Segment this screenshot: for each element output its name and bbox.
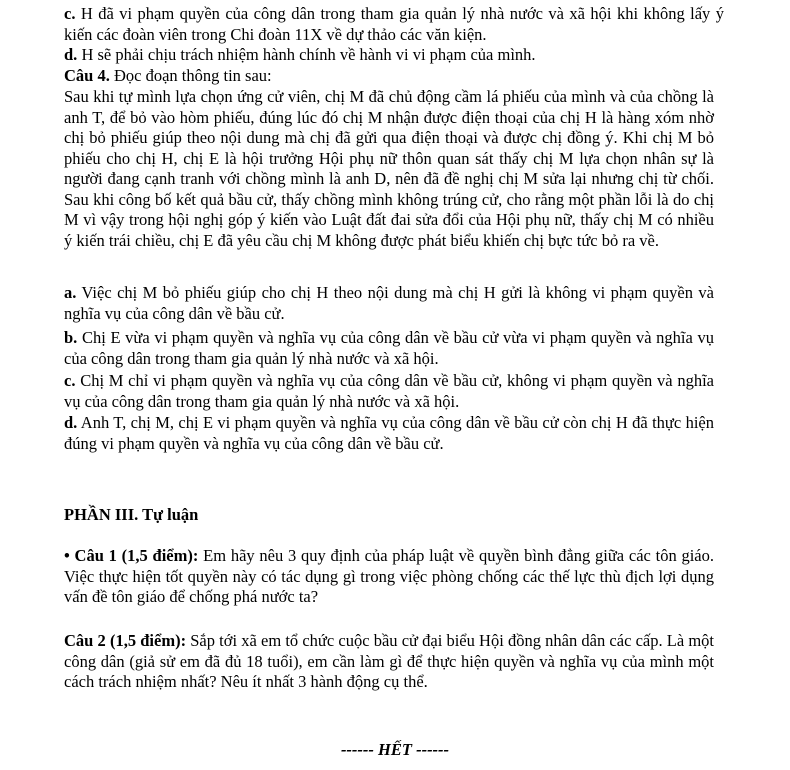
- statement-a-text: Việc chị M bỏ phiếu giúp cho chị H theo nội dung mà chị H gửi là không vi phạm quyền và nghĩa vụ của công dân về bầu cử.: [64, 283, 714, 323]
- essay-question-1: [64, 546, 714, 608]
- question-4-heading: [64, 66, 724, 87]
- essay-question-2-text: Sắp tới xã em tổ chức cuộc bầu cử đại biểu Hội đồng nhân dân các cấp. Là một công dân (giả sử em đã đủ 18 tuổi), em cần làm gì để thực hiện quyền và nghĩa vụ của mình một cách trách nhiệm nhất? Nêu ít nhất 3 hành động cụ thể.: [64, 631, 715, 691]
- end-marker: ------ HẾT ------: [340, 740, 450, 759]
- essay-question-2-label: Câu 2 (1,5 điểm):: [64, 631, 187, 650]
- section-title: PHẦN III. Tự luận: [64, 505, 199, 524]
- statement-b-text: Chị E vừa vi phạm quyền và nghĩa vụ của công dân về bầu cử vừa vi phạm quyền và nghĩa vụ của công dân trong tham gia quản lý nhà nước và xã hội.: [64, 328, 714, 368]
- statement-c-1-text: H đã vi phạm quyền của công dân trong tham gia quản lý nhà nước và xã hội khi không lấy ý kiến các đoàn viên trong Chi đoàn 11X về dự thảo các văn kiện.: [64, 4, 724, 44]
- statement-c-1: [64, 4, 724, 45]
- statement-c-1-label: c.: [64, 4, 76, 23]
- statement-d-2-label: d.: [64, 413, 78, 432]
- question-4-intro: Đọc đoạn thông tin sau:: [109, 66, 272, 85]
- statement-d-1-text: H sẽ phải chịu trách nhiệm hành chính về hành vi vi phạm của mình.: [77, 45, 536, 64]
- statement-c-2: [64, 371, 714, 412]
- essay-question-1-text: Em hãy nêu 3 quy định của pháp luật về quyền bình đẳng giữa các tôn giáo. Việc thực hiện tốt quyền này có tác dụng gì trong việc phòng chống các thế lực thù địch lợi dụng vấn đề tôn giáo để chống phá nước ta?: [64, 546, 714, 606]
- statement-a-label: a.: [64, 283, 77, 302]
- statement-c-2-text: Chị M chỉ vi phạm quyền và nghĩa vụ của công dân về bầu cử, không vi phạm quyền và nghĩa vụ của công dân trong tham gia quản lý nhà nước và xã hội.: [64, 371, 714, 411]
- essay-question-2: [64, 631, 714, 693]
- statement-d-2: [64, 413, 714, 454]
- statement-a: [64, 283, 714, 324]
- statement-c-2-label: c.: [64, 371, 76, 390]
- question-4-label: Câu 4.: [64, 66, 110, 85]
- statement-d-1-label: d.: [64, 45, 78, 64]
- statement-d-2-text: Anh T, chị M, chị E vi phạm quyền và nghĩa vụ của công dân về bầu cử còn chị H đã thực hiện đúng vi phạm quyền và nghĩa vụ của công dân về bầu cử.: [64, 413, 714, 453]
- question-4-passage: Sau khi tự mình lựa chọn ứng cử viên, chị M đã chủ động cầm lá phiếu của mình và của chồng là anh T, để bỏ vào hòm phiếu, đúng lúc đó chị M nhận được điện thoại của chị H là hàng xóm nhờ chị bỏ phiếu giúp theo nội dung mà chị đã gửi qua điện thoại và được chị đồng ý. Khi chị M bỏ phiếu cho chị H, chị E là hội trưởng Hội phụ nữ thôn quan sát thấy chị M lựa chọn nhân sự là người đang cạnh tranh với chồng mình là anh D, nên đã đề nghị chị M sửa lại nhưng chị từ chối. Sau khi công bố kết quả bầu cử, thấy chồng mình không trúng cử, cho rằng một phần lỗi là do chị M vì vậy trong hội nghị góp ý kiến vào Luật đất đai sửa đổi của Hội phụ nữ, thấy chị M có nhiều ý kiến trái chiều, chị E đã yêu cầu chị M không được phát biểu khiến chị bực tức bỏ ra về.: [64, 87, 714, 250]
- essay-question-1-label: • Câu 1 (1,5 điểm):: [64, 546, 199, 565]
- statement-b: [64, 328, 714, 369]
- statement-d-1: [64, 45, 724, 66]
- statement-b-label: b.: [64, 328, 78, 347]
